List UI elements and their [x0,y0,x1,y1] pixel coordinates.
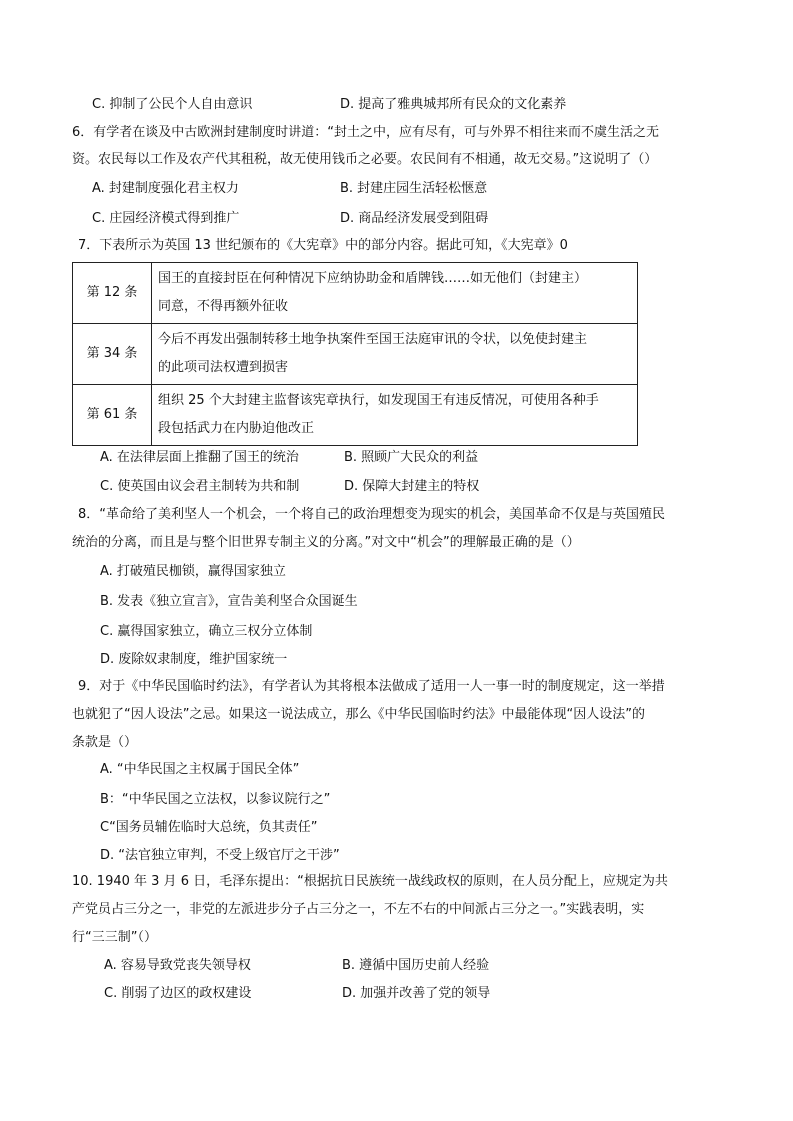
q9-stem-line2: 也就犯了“因人设法”之忌。如果这一说法成立，那么《中华民国临时约法》中最能体现“因人设法”的 [72,707,645,722]
table-row [73,385,638,446]
article-content-line: 组织 25 个大封建主监督该宪章执行，如发现国王有违反情况，可使用各种手 [158,393,599,408]
article-content [152,263,638,324]
q7-stem: 7．下表所示为英国 13 世纪颁布的《大宪章》中的部分内容。据此可知，《大宪章》0 [78,238,568,253]
q7-option-d: D. 保障大封建主的特权 [344,479,480,494]
q10-option-b: B. 遵循中国历史前人经验 [342,958,490,973]
q9-stem-line3: 条款是（） [72,735,138,750]
q6-stem-line1: 6．有学者在谈及中古欧洲封建制度时讲道：“封土之中，应有尽有，可与外界不相往来而不虞生活之无 [72,125,660,140]
q10-option-a: A. 容易导致党丧失领导权 [104,958,251,973]
q10-stem-line3: 行“三三制”（） [72,930,157,945]
article-number: 第 34 条 [73,324,152,385]
table-row [73,324,638,385]
q5-option-d: D. 提高了雅典城邦所有民众的文化素养 [340,97,567,112]
q8-stem-line2: 统治的分离，而且是与整个旧世界专制主义的分离。”对文中“机会”的理解最正确的是（） [72,535,580,550]
q10-stem-line1: 10. 1940 年 3 月 6 日，毛泽东提出：“根据抗日民族统一战线政权的原则，在人员分配上，应规定为共 [72,874,668,889]
q10-option-d: D. 加强并改善了党的领导 [342,986,491,1001]
article-content-line: 同意，不得再额外征收 [158,299,289,314]
q8-option-c: C. 赢得国家独立，确立三权分立体制 [100,624,313,639]
q7-option-a: A. 在法律层面上推翻了国王的统治 [100,450,299,465]
article-content [152,385,638,446]
q9-stem-line1: 9．对于《中华民国临时约法》，有学者认为其将根本法做成了适用一人一事一时的制度规定，这一举措 [78,679,665,694]
q7-option-c: C. 使英国由议会君主制转为共和制 [100,479,300,494]
q9-option-b: B：“中华民国之立法权，以参议院行之” [100,792,331,807]
article-content [152,324,638,385]
q8-option-a: A. 打破殖民枷锁，赢得国家独立 [100,564,286,579]
q6-option-b: B. 封建庄园生活轻松惬意 [340,181,488,196]
article-content-line: 国王的直接封臣在何种情况下应纳协助金和盾牌钱……如无他们（封建主） [158,271,588,286]
q10-stem-line2: 产党员占三分之一，非党的左派进步分子占三分之一，不左不右的中间派占三分之一。”实践表明，实 [72,902,645,917]
q7-option-b: B. 照顾广大民众的利益 [344,450,479,465]
q6-stem-line2: 资。农民每以工作及农产代其租税，故无使用钱币之必要。农民间有不相通，故无交易。”这说明了（） [72,152,658,167]
magna-carta-table [72,262,638,446]
q6-option-d: D. 商品经济发展受到阻碍 [340,211,489,226]
q9-option-c: C“国务员辅佐临时大总统，负其责任” [100,820,318,835]
article-number: 第 61 条 [73,385,152,446]
article-content-line: 今后不再发出强制转移土地争执案件至国王法庭审讯的令状，以免使封建主 [158,332,588,347]
q5-option-c: C. 抑制了公民个人自由意识 [92,97,253,112]
article-content-line: 段包括武力在内胁迫他改正 [158,421,315,436]
q9-option-d: D. “法官独立审判，不受上级官厅之干涉” [100,848,340,863]
q6-option-c: C. 庄园经济模式得到推广 [92,211,240,226]
q8-option-d: D. 废除奴隶制度，维护国家统一 [100,652,288,667]
q6-option-a: A. 封建制度强化君主权力 [92,181,239,196]
q8-option-b: B. 发表《独立宣言》，宣告美利坚合众国诞生 [100,594,358,609]
table-row [73,263,638,324]
article-number: 第 12 条 [73,263,152,324]
q10-option-c: C. 削弱了边区的政权建设 [104,986,252,1001]
q9-option-a: A. “中华民国之主权属于国民全体” [100,762,300,777]
q8-stem-line1: 8．“革命给了美利坚人一个机会，一个将自己的政治理想变为现实的机会，美国革命不仅是与英国殖民 [78,507,666,522]
article-content-line: 的此项司法权遭到损害 [158,360,289,375]
